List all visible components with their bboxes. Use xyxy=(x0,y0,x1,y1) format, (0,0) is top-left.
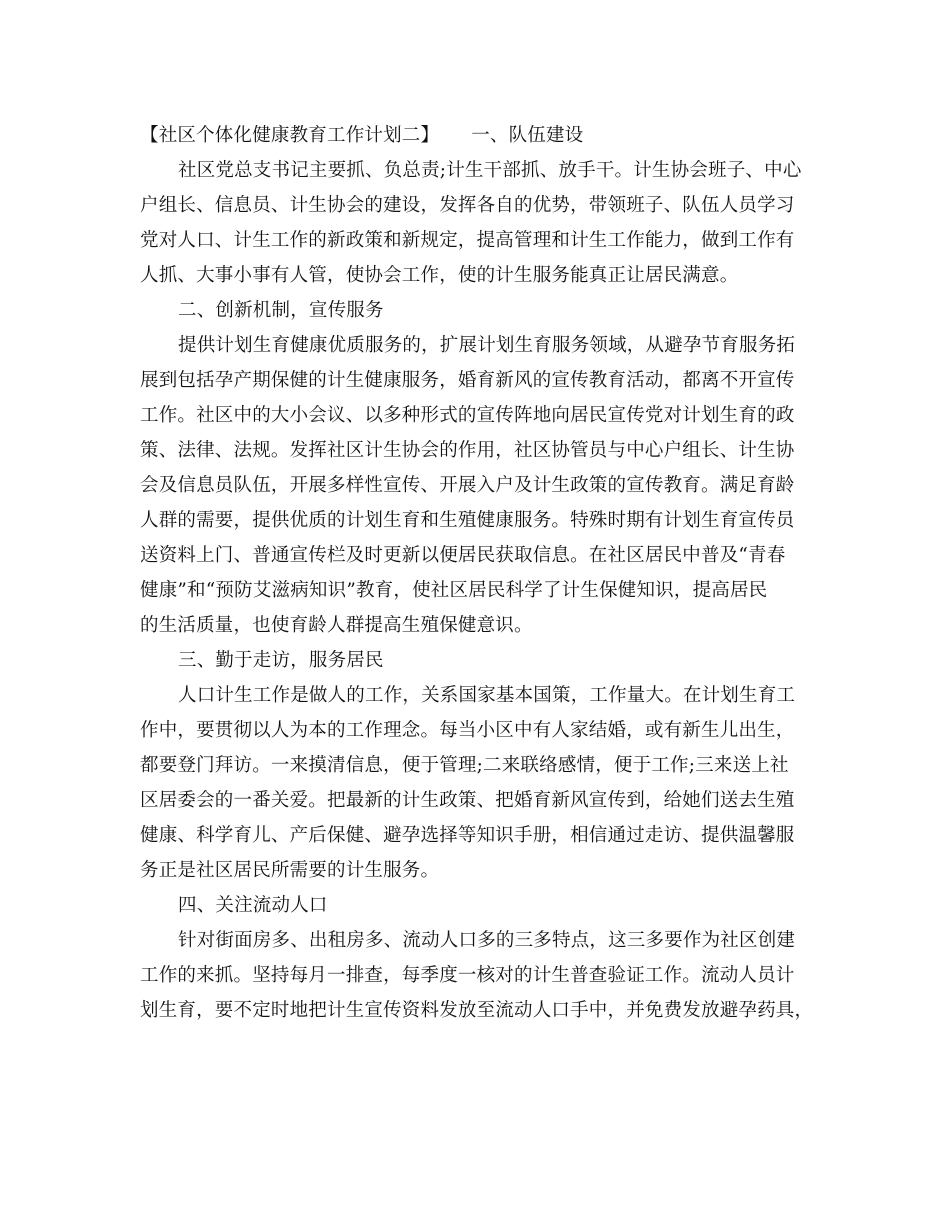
text-line: 健康”和“预防艾滋病知识”教育，使社区居民科学了计生保健知识，提高居民 xyxy=(140,580,768,601)
text-line: 工作。社区中的大小会议、以多种形式的宣传阵地向居民宣传党对计划生育的政 xyxy=(140,405,795,426)
text-line: 健康、科学育儿、产后保健、避孕选择等知识手册，相信通过走访、提供温馨服 xyxy=(140,825,795,846)
text-line: 四、关注流动人口 xyxy=(178,895,328,916)
text-line: 二、创新机制，宣传服务 xyxy=(178,300,384,321)
text-line: 人抓、大事小事有人管，使协会工作，使的计生服务能真正让居民满意。 xyxy=(140,265,739,286)
text-line: 展到包括孕产期保健的计生健康服务，婚育新风的宣传教育活动，都离不开宣传 xyxy=(140,370,795,391)
text-line: 作中，要贯彻以人为本的工作理念。每当小区中有人家结婚，或有新生儿出生， xyxy=(140,720,795,741)
text-line: 党对人口、计生工作的新政策和新规定，提高管理和计生工作能力，做到工作有 xyxy=(140,230,795,251)
text-line: 户组长、信息员、计生协会的建设，发挥各自的优势，带领班子、队伍人员学习 xyxy=(140,195,795,216)
text-line: 区居委会的一番关爱。把最新的计生政策、把婚育新风宣传到，给她们送去生殖 xyxy=(140,790,795,811)
section-heading-team: 一、队伍建设 xyxy=(471,125,584,146)
text-line: 的生活质量，也使育龄人群提高生殖保健意识。 xyxy=(140,615,533,636)
text-line: 策、法律、法规。发挥社区计生协会的作用，社区协管员与中心户组长、计生协 xyxy=(140,440,795,461)
text-line: 划生育，要不定时地把计生宣传资料发放至流动人口手中，并免费发放避孕药具， xyxy=(140,1000,814,1021)
document-body xyxy=(140,118,814,1028)
text-line: 针对街面房多、出租房多、流动人口多的三多特点，这三多要作为社区创建 xyxy=(178,930,796,951)
text-line: 会及信息员队伍，开展多样性宣传、开展入户及计生政策的宣传教育。满足育龄 xyxy=(140,475,795,496)
text-line: 都要登门拜访。一来摸清信息，便于管理;二来联络感情，便于工作;三来送上社 xyxy=(140,755,789,776)
text-line: 社区党总支书记主要抓、负总责;计生干部抓、放手干。计生协会班子、中心 xyxy=(178,160,802,181)
text-line: 务正是社区居民所需要的计生服务。 xyxy=(140,860,440,881)
text-line: 提供计划生育健康优质服务的，扩展计划生育服务领域，从避孕节育服务拓 xyxy=(178,335,796,356)
document-title: 【社区个体化健康教育工作计划二】 xyxy=(140,125,440,146)
text-line: 人群的需要，提供优质的计划生育和生殖健康服务。特殊时期有计划生育宣传员 xyxy=(140,510,795,531)
text-line: 送资料上门、普通宣传栏及时更新以便居民获取信息。在社区居民中普及“青春 xyxy=(140,545,786,566)
text-line: 工作的来抓。坚持每月一排查，每季度一核对的计生普查验证工作。流动人员计 xyxy=(140,965,795,986)
text-line: 人口计生工作是做人的工作，关系国家基本国策，工作量大。在计划生育工 xyxy=(178,685,796,706)
text-line: 三、勤于走访，服务居民 xyxy=(178,650,384,671)
title-line xyxy=(140,118,808,153)
